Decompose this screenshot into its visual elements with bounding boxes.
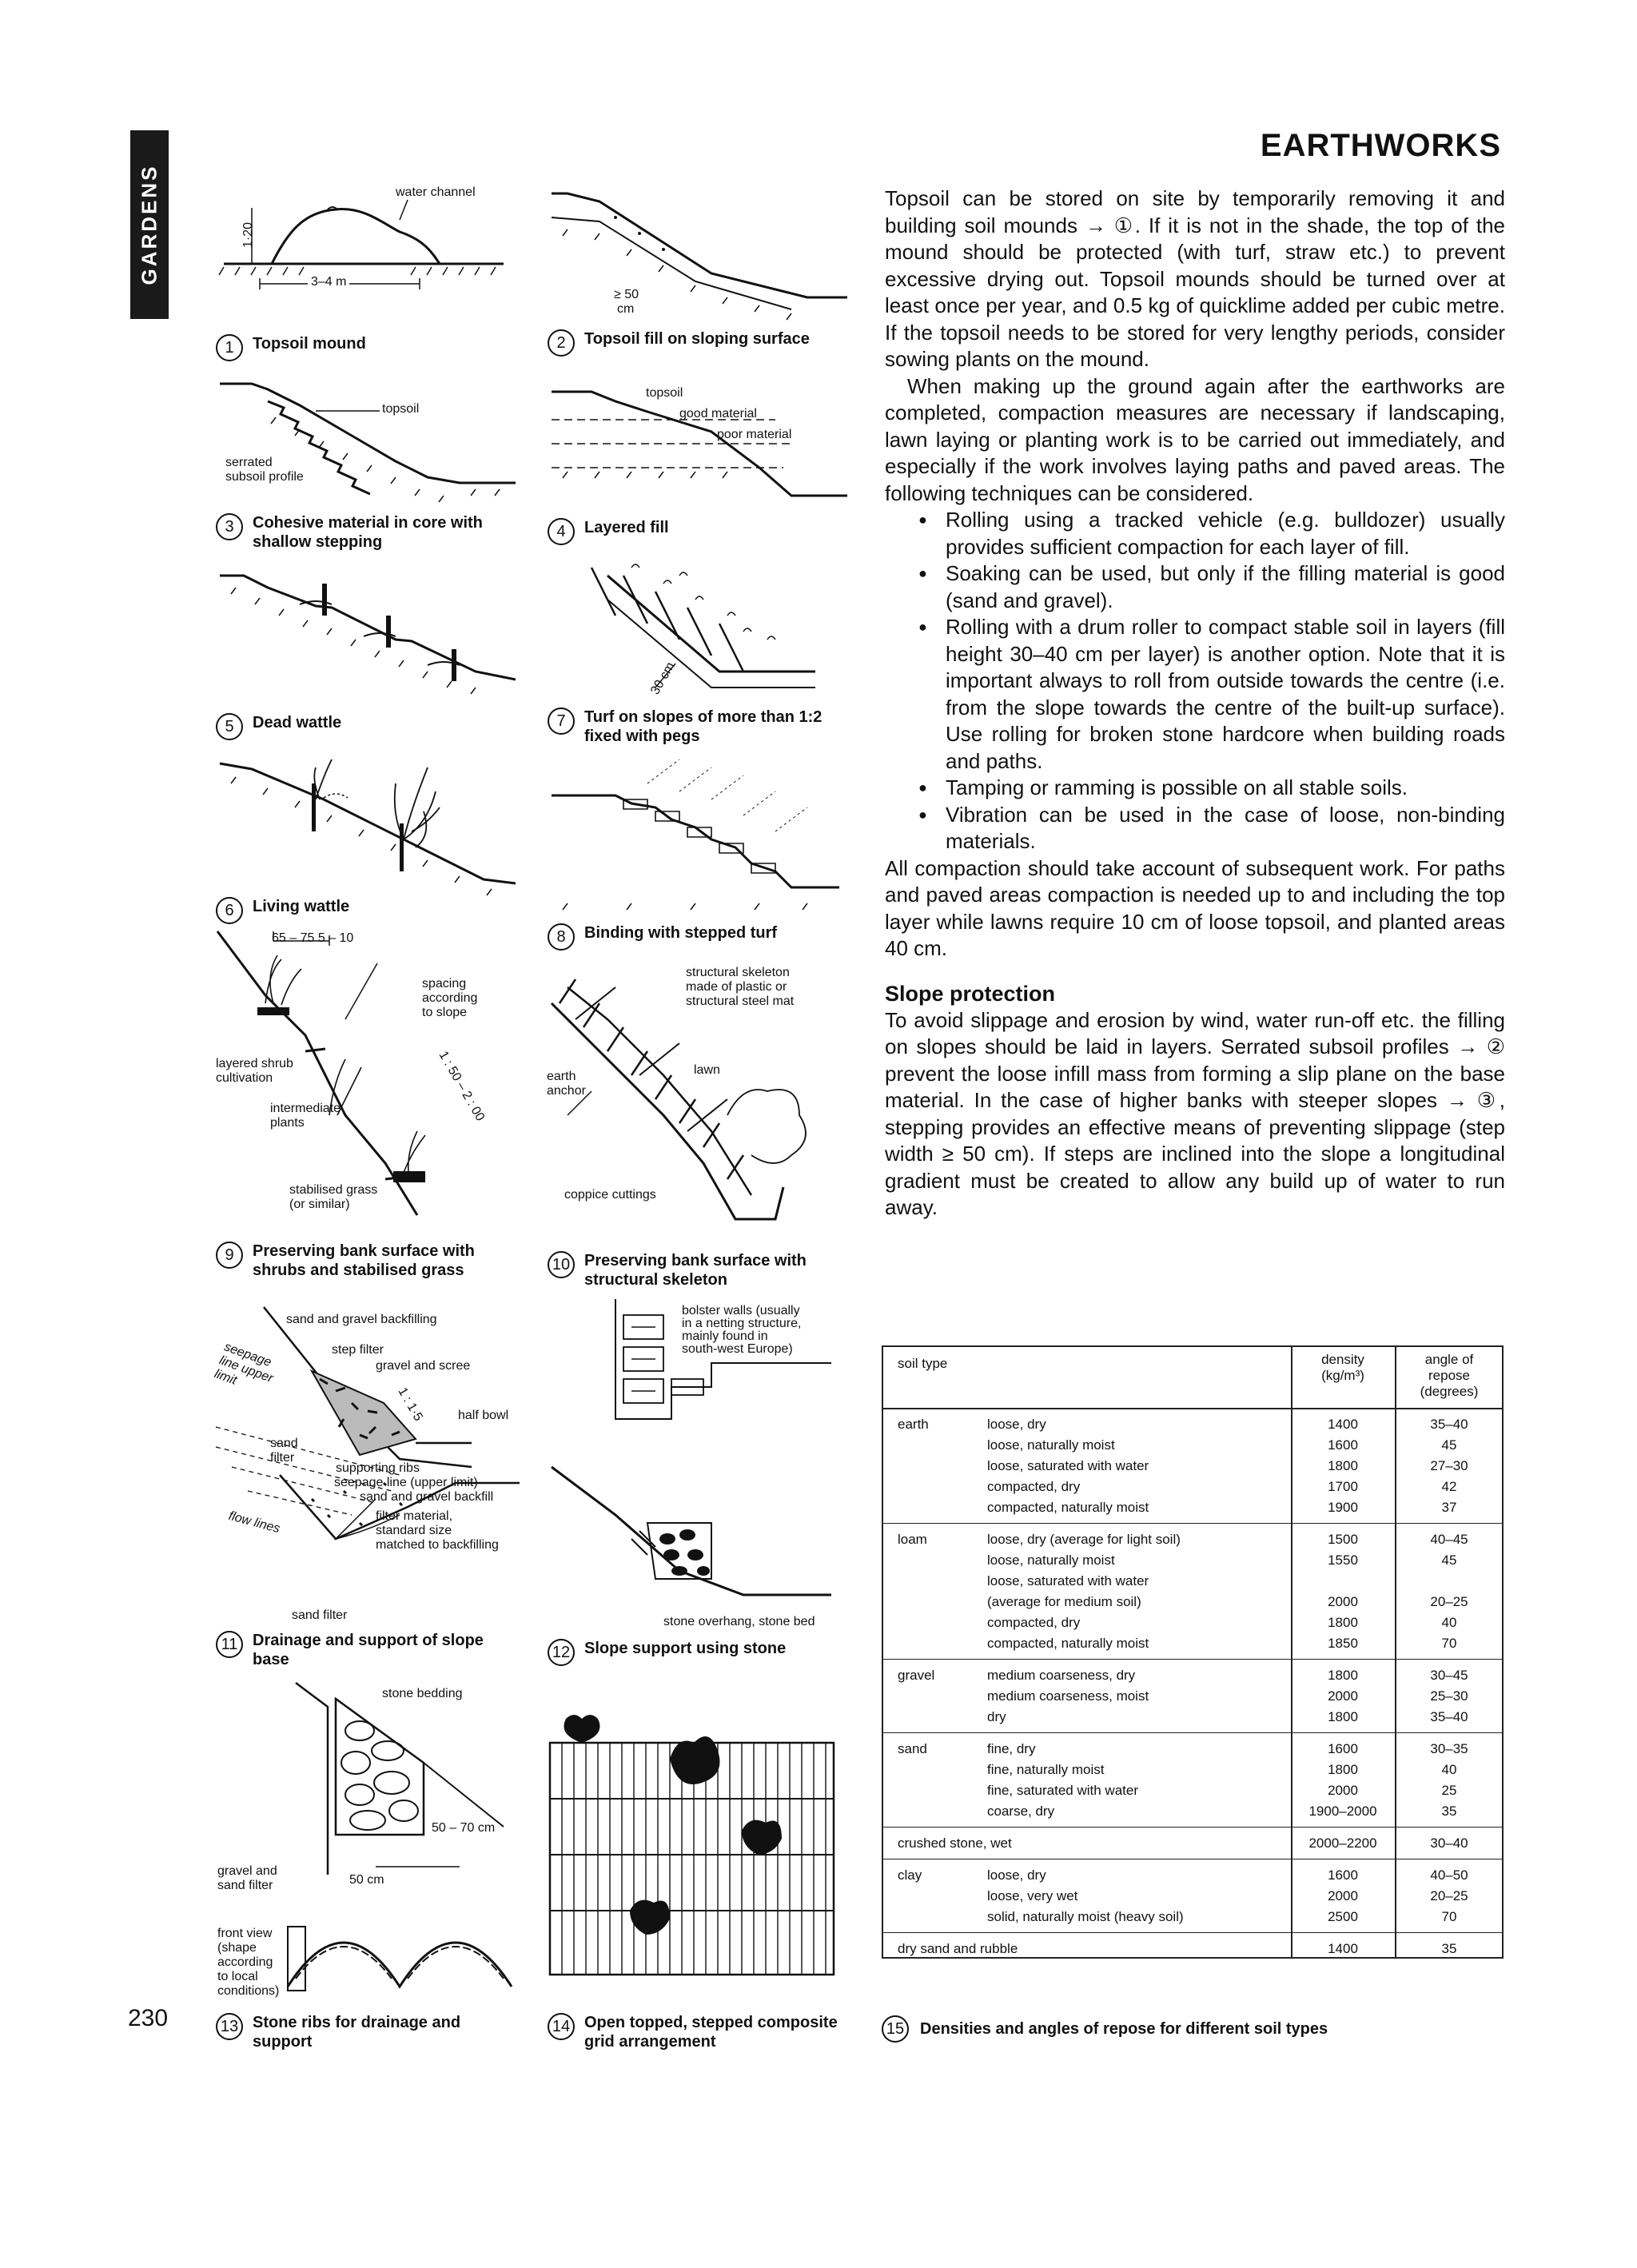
- soil-condition-cell: loose, dry: [987, 1417, 1046, 1432]
- figure-7-drawing: [560, 552, 823, 704]
- density-cell: 1850: [1328, 1636, 1358, 1651]
- figure-15-title: Densities and angles of repose for different soil types: [920, 2020, 1328, 2038]
- soil-condition-cell: loose, saturated with water: [987, 1458, 1149, 1473]
- fig10-earth-anchor-label: earth anchor: [547, 1070, 586, 1098]
- figure-1-drawing: [216, 184, 512, 296]
- fig11-backfill-label: sand and gravel backfilling: [286, 1313, 437, 1326]
- figure-3-caption: [216, 513, 520, 552]
- density-cell: 1800: [1328, 1709, 1358, 1724]
- figure-13-caption: [216, 2013, 520, 2051]
- density-cell: 1800: [1328, 1668, 1358, 1683]
- soil-type-cell: earth: [898, 1417, 929, 1432]
- angle-cell: 35: [1441, 1804, 1457, 1819]
- fig11-ribs-label: supporting ribs: [336, 1461, 420, 1475]
- list-item: ● Vibration can be used in the case of loose, non-binding materials.: [946, 802, 1505, 855]
- angle-cell: 27–30: [1430, 1458, 1468, 1473]
- soil-density-table: [882, 1345, 1504, 1959]
- fig11-flow-label: flow lines: [227, 1509, 282, 1537]
- fig10-skeleton-label: structural skeleton made of plastic or structural steel mat: [686, 966, 795, 1008]
- density-cell: 2000: [1328, 1783, 1358, 1798]
- paragraph-slope-protection: To avoid slippage and erosion by wind, water run-off etc. the filling on slopes should be laid in layers. Serrated subsoil profiles → ② prevent the loose infill mass from forming a slip plane on the base material. In the case of higher banks with steeper slopes → ③, stepping provides an effective means of preventing slippage (step width ≥ 50 cm). If steps are inclined into the slope a longitudinal gradient must be created to allow any build up of water to run away.: [885, 1007, 1505, 1219]
- figure-14-title: Open topped, stepped composite grid arrangement: [584, 2014, 838, 2051]
- fig9-layered-label: layered shrub cultivation: [216, 1057, 293, 1085]
- soil-condition-cell: fine, saturated with water: [987, 1783, 1138, 1798]
- figure-9-caption: [216, 1242, 520, 1280]
- figure-5-title: Dead wattle: [253, 714, 342, 731]
- fig9-intermediate-label: intermediate plants: [270, 1102, 341, 1130]
- header-soil-type: soil type: [898, 1356, 948, 1371]
- figure-8-title: Binding with stepped turf: [584, 924, 778, 942]
- figure-14-caption: [548, 2013, 843, 2051]
- angle-cell: 20–25: [1430, 1888, 1468, 1903]
- soil-condition-cell: (average for medium soil): [987, 1594, 1141, 1609]
- figure-6-number: 6: [216, 897, 243, 924]
- figure-8-drawing: [552, 751, 839, 911]
- density-cell: 1800: [1328, 1615, 1358, 1630]
- fig13-front-view-label: front view (shape according to local conditions): [217, 1927, 280, 1998]
- paragraph-subsequent-work: All compaction should take account of subsequent work. For paths and paved areas compaction is needed up to and including the top layer while lawns require 10 cm of loose topsoil, and planted areas 40 cm.: [885, 855, 1505, 960]
- angle-cell: 45: [1441, 1553, 1457, 1568]
- figure-4-drawing: [552, 384, 847, 504]
- figure-12-title: Slope support using stone: [584, 1640, 787, 1657]
- figure-6-drawing: [220, 735, 516, 903]
- fig13-depth-label: 50 – 70 cm: [432, 1821, 496, 1835]
- density-cell: 2000: [1328, 1888, 1358, 1903]
- soil-type-cell: sand: [898, 1741, 927, 1756]
- figure-4-caption: [548, 518, 827, 545]
- fig10-coppice-label: coppice cuttings: [564, 1188, 656, 1202]
- list-item: ● Rolling with a drum roller to compact stable soil in layers (fill height 30–40 cm per layer) is another option. Note that it is important always to roll from outside towards the centre (i.e. from the slope towards the centre of the built-up surface). Use rolling for broken stone hardcore when building roads and paths.: [946, 614, 1505, 775]
- figure-13-front-view: [288, 1915, 512, 1991]
- page-number: 230: [128, 2005, 169, 2031]
- density-cell: 2000: [1328, 1688, 1358, 1704]
- soil-condition-cell: solid, naturally moist (heavy soil): [987, 1909, 1184, 1924]
- density-cell: 1600: [1328, 1741, 1358, 1756]
- soil-condition-cell: loose, saturated with water: [987, 1573, 1149, 1588]
- soil-condition-cell: loose, naturally moist: [987, 1553, 1115, 1568]
- fig3-subsoil-label: subsoil profile: [225, 470, 304, 484]
- figure-6-title: Living wattle: [253, 898, 350, 915]
- figure-10-caption: [548, 1251, 835, 1289]
- fig2-depth-bottom-label: cm: [617, 302, 635, 316]
- density-cell: 1550: [1328, 1553, 1358, 1568]
- angle-cell: 40–45: [1430, 1532, 1468, 1547]
- fig12-stone-bed-label: stone overhang, stone bed: [663, 1615, 815, 1628]
- angle-cell: 42: [1441, 1479, 1457, 1494]
- header-angle: angle of repose (degrees): [1420, 1352, 1479, 1399]
- angle-cell: 30–35: [1430, 1741, 1468, 1756]
- figure-7-caption: [548, 708, 851, 746]
- fig3-serrated-label: serrated: [225, 456, 273, 469]
- fig4-poor-label: poor material: [717, 428, 792, 441]
- angle-cell: 30–40: [1430, 1836, 1468, 1851]
- figure-6-caption: [216, 897, 504, 924]
- figure-7-title: Turf on slopes of more than 1:2 fixed with pegs: [584, 708, 822, 745]
- figure-3-title: Cohesive material in core with shallow stepping: [253, 514, 483, 551]
- soil-condition-cell: fine, naturally moist: [987, 1762, 1105, 1777]
- compaction-techniques-list: [885, 507, 1505, 855]
- angle-cell: 40–50: [1430, 1867, 1468, 1883]
- slope-protection-heading: Slope protection: [885, 981, 1056, 1006]
- figure-11-caption: [216, 1631, 496, 1669]
- figure-1-title: Topsoil mound: [253, 335, 366, 353]
- soil-condition-cell: compacted, naturally moist: [987, 1636, 1149, 1651]
- density-cell: 2500: [1328, 1909, 1358, 1924]
- angle-cell: 70: [1441, 1636, 1457, 1651]
- figure-2-number: 2: [548, 329, 575, 357]
- figure-1-caption: [216, 334, 504, 361]
- figure-2-title: Topsoil fill on sloping surface: [584, 330, 810, 348]
- fig13-stone-bedding-label: stone bedding: [382, 1687, 463, 1700]
- body-text: [885, 185, 1505, 1222]
- fig1-channel-label: water channel: [396, 185, 476, 199]
- angle-cell: 45: [1441, 1437, 1457, 1453]
- soil-condition-cell: coarse, dry: [987, 1804, 1055, 1819]
- figure-5-number: 5: [216, 713, 243, 740]
- fig9-spacing-label: spacing according to slope: [422, 977, 478, 1019]
- fig11-gravel-scree-label: gravel and scree: [376, 1359, 471, 1373]
- page-title: EARTHWORKS: [1260, 128, 1501, 163]
- density-cell: 2000: [1328, 1594, 1358, 1609]
- figure-12-number: 12: [548, 1639, 575, 1666]
- density-cell: 1500: [1328, 1532, 1358, 1547]
- figure-7-number: 7: [548, 708, 575, 735]
- fig3-topsoil-label: topsoil: [382, 402, 420, 416]
- figure-15-number: 15: [882, 2015, 909, 2043]
- soil-condition-cell: compacted, naturally moist: [987, 1500, 1149, 1515]
- soil-condition-cell: loose, dry (average for light soil): [987, 1532, 1181, 1547]
- figure-3-number: 3: [216, 513, 243, 540]
- soil-condition-cell: medium coarseness, dry: [987, 1668, 1136, 1683]
- figure-2-drawing: [552, 185, 847, 321]
- soil-type-cell: gravel: [898, 1668, 935, 1683]
- soil-condition-cell: compacted, dry: [987, 1479, 1081, 1494]
- soil-condition-cell: dry: [987, 1709, 1006, 1724]
- density-cell: 1400: [1328, 1417, 1358, 1432]
- density-cell: 1600: [1328, 1867, 1358, 1883]
- angle-cell: 40: [1441, 1615, 1457, 1630]
- soil-type-cell: crushed stone, wet: [898, 1836, 1012, 1851]
- density-cell: 1900: [1328, 1500, 1358, 1515]
- angle-cell: 25–30: [1430, 1688, 1468, 1704]
- fig11-filter-material-label: filter material, standard size matched to backfilling: [376, 1509, 499, 1552]
- angle-cell: 35–40: [1430, 1417, 1468, 1432]
- density-cell: 1800: [1328, 1762, 1358, 1777]
- soil-type-cell: loam: [898, 1532, 927, 1547]
- figure-14-number: 14: [548, 2013, 575, 2040]
- fig9-slope-label: 1 : 50 – 2 : 00: [436, 1049, 488, 1124]
- figure-13-number: 13: [216, 2013, 243, 2040]
- fig11-seepage-line-label: seepage line (upper limit): [334, 1476, 478, 1489]
- figure-9-number: 9: [216, 1242, 243, 1269]
- figure-13-title: Stone ribs for drainage and support: [253, 2014, 461, 2051]
- figure-8-number: 8: [548, 923, 575, 951]
- fig11-sand-filter-label: sand filter: [270, 1437, 298, 1465]
- soil-condition-cell: medium coarseness, moist: [987, 1688, 1149, 1704]
- angle-cell: 35: [1441, 1941, 1457, 1956]
- figure-2-caption: [548, 329, 827, 357]
- fig11-sg-backfill-label: sand and gravel backfill: [360, 1490, 494, 1504]
- figure-1-number: 1: [216, 334, 243, 361]
- fig11-half-bowl-label: half bowl: [458, 1409, 509, 1422]
- density-cell: 1900–2000: [1308, 1804, 1377, 1819]
- fig12-bolster-label: bolster walls (usually in a netting structure, mainly found in south-west Europe): [682, 1304, 802, 1356]
- density-cell: 2000–2200: [1308, 1836, 1377, 1851]
- density-cell: 1400: [1328, 1941, 1358, 1956]
- soil-type-cell: dry sand and rubble: [898, 1941, 1018, 1956]
- paragraph-compaction: When making up the ground again after the earthworks are completed, compaction measures are necessary if landscaping, lawn laying or planting work is to be carried out immediately, and especially if the work involves laying paths and paved areas. The following techniques can be considered.: [885, 373, 1505, 505]
- list-item: ● Soaking can be used, but only if the filling material is good (sand and gravel).: [946, 560, 1505, 614]
- density-cell: 1800: [1328, 1458, 1358, 1473]
- soil-condition-cell: loose, naturally moist: [987, 1437, 1115, 1453]
- fig9-dims-label: 65 – 75 5 – 10: [272, 931, 354, 945]
- angle-cell: 20–25: [1430, 1594, 1468, 1609]
- angle-cell: 30–45: [1430, 1668, 1468, 1683]
- figure-10-number: 10: [548, 1251, 575, 1278]
- fig4-good-label: good material: [679, 407, 757, 421]
- figure-11-number: 11: [216, 1631, 243, 1658]
- figure-13-drawing: [296, 1675, 512, 1875]
- soil-condition-cell: loose, very wet: [987, 1888, 1078, 1903]
- fig7-dim-label: 30 cm: [648, 660, 678, 697]
- figure-4-number: 4: [548, 518, 575, 545]
- header-density: density (kg/m³): [1321, 1352, 1364, 1383]
- fig1-height-label: 1·20: [241, 221, 256, 249]
- angle-cell: 40: [1441, 1762, 1457, 1777]
- fig11-step-filter-label: step filter: [332, 1343, 384, 1357]
- fig4-topsoil-label: topsoil: [646, 386, 683, 400]
- soil-condition-cell: loose, dry: [987, 1867, 1046, 1883]
- soil-condition-cell: fine, dry: [987, 1741, 1036, 1756]
- list-item: ● Rolling using a tracked vehicle (e.g. bulldozer) usually provides sufficient compaction for each layer of fill.: [946, 507, 1505, 560]
- angle-cell: 70: [1441, 1909, 1457, 1924]
- list-item: ● Tamping or ramming is possible on all stable soils.: [946, 775, 1505, 802]
- angle-cell: 35–40: [1430, 1709, 1468, 1724]
- figure-9-title: Preserving bank surface with shrubs and stabilised grass: [253, 1242, 475, 1279]
- density-cell: 1700: [1328, 1479, 1358, 1494]
- fig1-width-label: 3–4 m: [308, 275, 349, 289]
- figure-5-drawing: [220, 560, 516, 696]
- figure-12-caption: [548, 1639, 835, 1666]
- soil-type-cell: clay: [898, 1867, 922, 1883]
- fig11-ratio-label: 1 : 1·5: [395, 1385, 425, 1424]
- figure-4-title: Layered fill: [584, 519, 669, 536]
- section-tab: [130, 130, 169, 319]
- figure-14-drawing: [550, 1711, 834, 1975]
- section-tab-label: GARDENS: [137, 164, 161, 285]
- angle-cell: 37: [1441, 1500, 1457, 1515]
- figure-10-title: Preserving bank surface with structural skeleton: [584, 1252, 807, 1289]
- fig9-grass-label: stabilised grass (or similar): [289, 1183, 378, 1211]
- fig11-sand-filter-bottom-label: sand filter: [292, 1608, 348, 1622]
- angle-cell: 25: [1441, 1783, 1457, 1798]
- figure-15-caption: [882, 2015, 1328, 2043]
- fig2-depth-top-label: ≥ 50: [614, 288, 639, 301]
- fig10-lawn-label: lawn: [694, 1063, 720, 1077]
- density-cell: 1600: [1328, 1437, 1358, 1453]
- soil-condition-cell: compacted, dry: [987, 1615, 1081, 1630]
- figure-11-title: Drainage and support of slope base: [253, 1632, 484, 1668]
- fig11-seepage-label: seepage line upper limit: [212, 1340, 275, 1388]
- fig13-width-label: 50 cm: [349, 1873, 384, 1887]
- fig13-gravel-label: gravel and sand filter: [217, 1864, 277, 1892]
- paragraph-topsoil: Topsoil can be stored on site by temporarily removing it and building soil mounds → ①. If it is not in the shade, the top of the mound should be protected (with turf, straw etc.) to prevent excessive drying out. Topsoil mounds should be turned over at least once per year, and 0.5 kg of quicklime added per cubic metre. If the topsoil needs to be stored for very lengthy periods, consider sowing plants on the mound.: [885, 186, 1505, 371]
- figure-8-caption: [548, 923, 835, 951]
